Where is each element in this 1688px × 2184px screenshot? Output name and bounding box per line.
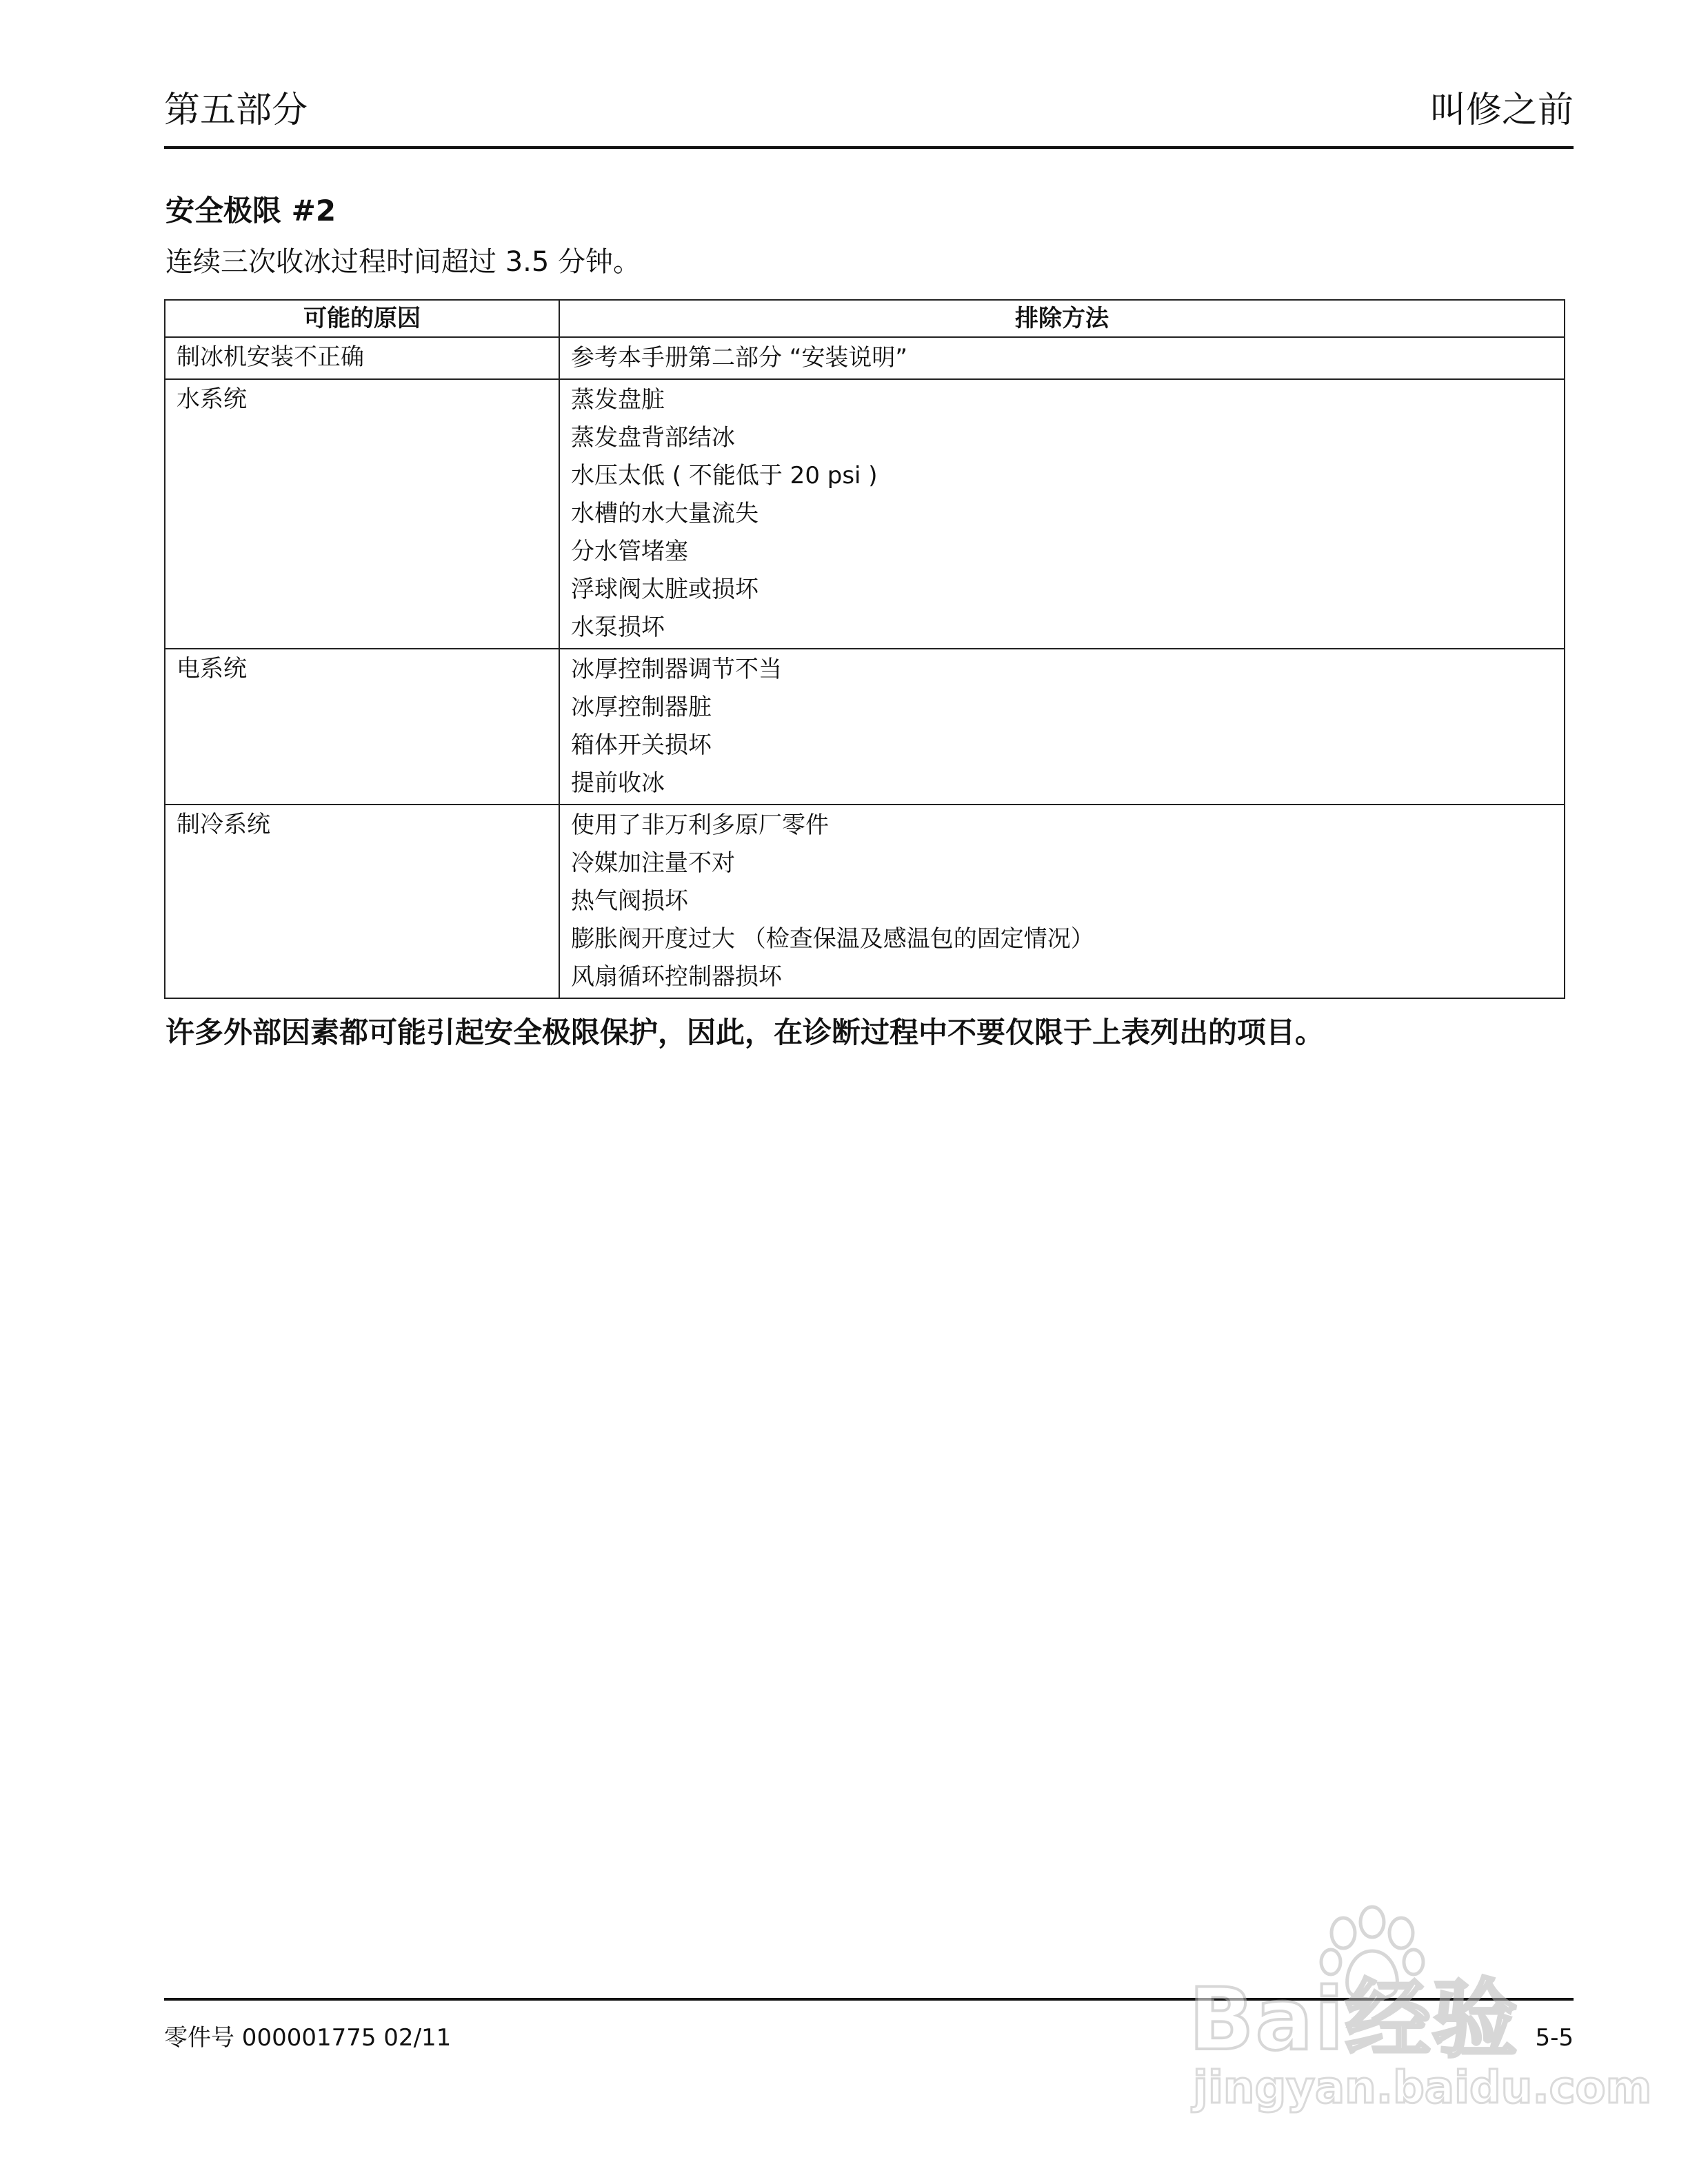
remedy-cell [559,379,1565,649]
remedy-item: 水压太低 ( 不能低于 20 psi ) [571,462,878,489]
page-header [164,83,1574,149]
table-row [165,649,1565,805]
cause-cell: 水系统 [165,379,559,649]
remedy-cell [559,805,1565,998]
remedy-item: 参考本手册第二部分 “安装说明” [571,344,908,372]
remedy-item: 膨胀阀开度过大 （检查保温及感温包的固定情况） [571,925,1094,953]
remedy-item: 箱体开关损坏 [571,731,712,759]
remedy-cell [559,337,1565,379]
table-header-row [165,300,1565,337]
remedy-item: 使用了非万利多原厂零件 [571,811,829,839]
remedy-item: 蒸发盘脏 [571,386,665,414]
cause-cell: 电系统 [165,649,559,805]
troubleshooting-table [164,299,1565,999]
watermark-url: jingyan.baidu.com [1193,2063,1652,2114]
chapter-label: 叫修之前 [1429,90,1574,131]
remedy-item: 冰厚控制器调节不当 [571,656,782,683]
remedy-item: 浮球阀太脏或损坏 [571,576,758,603]
table-row [165,805,1565,998]
part-number: 零件号 000001775 02/11 [164,2024,452,2052]
section-label: 第五部分 [164,90,308,131]
remedy-item: 蒸发盘背部结冰 [571,424,735,452]
intro-text: 连续三次收冰过程时间超过 3.5 分钟。 [165,246,641,278]
remedy-item: 水泵损坏 [571,614,665,641]
section-title: 安全极限 #2 [165,194,336,228]
column-header-cause: 可能的原因 [165,300,559,337]
cause-cell: 制冷系统 [165,805,559,998]
remedy-item: 热气阀损坏 [571,887,688,915]
remedy-item: 水槽的水大量流失 [571,500,758,527]
remedy-item: 冷媒加注量不对 [571,849,735,877]
note-text: 许多外部因素都可能引起安全极限保护，因此，在诊断过程中不要仅限于上表列出的项目。 [165,1015,1325,1049]
remedy-item: 冰厚控制器脏 [571,694,712,721]
page-number: 5-5 [1535,2024,1574,2052]
table-row [165,337,1565,379]
watermark-brand: Bai经验 [1189,1970,1519,2070]
column-header-remedy: 排除方法 [559,300,1565,337]
remedy-item: 分水管堵塞 [571,538,688,565]
baidu-watermark [1172,1903,1652,2151]
table-row [165,379,1565,649]
cause-cell: 制冰机安装不正确 [165,337,559,379]
remedy-cell [559,649,1565,805]
remedy-item: 提前收冰 [571,769,665,797]
remedy-item: 风扇循环控制器损坏 [571,963,782,991]
